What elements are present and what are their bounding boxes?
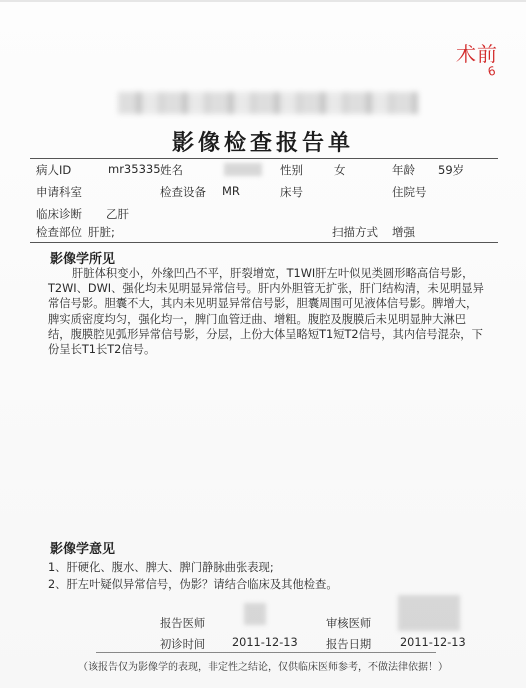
divider-top	[30, 158, 498, 159]
site-value: 肝脏;	[88, 225, 115, 239]
handwritten-annotation: 术前	[456, 42, 498, 66]
divider-footer	[96, 652, 436, 653]
diagnosis-label: 临床诊断	[36, 207, 82, 221]
patient-age-value: 59岁	[438, 163, 465, 177]
scan-value: 增强	[392, 225, 415, 239]
scan-label: 扫描方式	[332, 225, 378, 239]
dept-label: 申请科室	[36, 185, 82, 199]
scan-edge	[0, 0, 526, 2]
info-row-4	[36, 224, 496, 242]
patient-name-label: 姓名	[160, 163, 183, 177]
redacted-patient-name	[224, 163, 262, 176]
findings-text: 肝脏体积变小，外缘凹凸不平，肝裂增宽，T1WI肝左叶似见类圆形略高信号影，T2WI、DWI、强化均未见明显异常信号。肝内外胆管无扩张，肝门结构清，未见明显异常信号影。胆囊不大，其内未见明显异常信号影，胆囊周围可见液体信号影。脾增大，脾实质密度均匀，强化均一，脾门血管迂曲、增粗。腹腔及腹膜后未见明显肿大淋巴结，腹膜腔见弧形异常信号影，分层，上份大体呈略短T1短T2信号，其内信号混杂，下份呈长T1长T2信号。	[48, 267, 484, 357]
device-value: MR	[222, 184, 240, 198]
disclaimer-text: （该报告仅为影像学的表现，非定性之结论，仅供临床医师参考，不做法律依据！）	[78, 662, 448, 673]
reviewer-label: 审核医师	[326, 617, 372, 630]
patient-age-label: 年龄	[392, 163, 415, 177]
patient-sex-label: 性别	[280, 163, 303, 177]
diagnosis-value: 乙肝	[106, 207, 129, 221]
info-row-2	[36, 184, 496, 202]
first-visit-label: 初诊时间	[160, 638, 206, 651]
redacted-reporter-signature	[244, 603, 266, 625]
patient-id-value: mr35335	[108, 162, 161, 176]
report-date-value: 2011-12-13	[400, 636, 466, 649]
impression-title: 影像学意见	[50, 542, 116, 557]
bed-label: 床号	[280, 185, 303, 199]
reporter-label: 报告医师	[160, 617, 206, 630]
redacted-hospital-name	[118, 92, 418, 114]
first-visit-value: 2011-12-13	[232, 636, 298, 649]
inpatient-label: 住院号	[392, 185, 427, 199]
findings-title: 影像学所见	[50, 252, 116, 267]
divider-middle	[30, 242, 498, 243]
patient-sex-value: 女	[334, 163, 346, 177]
info-row-1	[36, 162, 496, 180]
info-row-3	[36, 206, 496, 224]
site-label: 检查部位	[36, 225, 82, 239]
impression-line-2: 2、肝左叶疑似异常信号，伪影？请结合临床及其他检查。	[48, 578, 338, 591]
device-label: 检查设备	[160, 185, 206, 199]
impression-line-1: 1、肝硬化、腹水、脾大、脾门静脉曲张表现;	[48, 561, 274, 574]
handwritten-mark: 6	[486, 63, 497, 79]
redacted-reviewer-signature	[398, 595, 460, 631]
report-date-label: 报告日期	[326, 638, 372, 651]
report-title: 影像检查报告单	[171, 131, 354, 156]
patient-id-label: 病人ID	[36, 163, 72, 177]
